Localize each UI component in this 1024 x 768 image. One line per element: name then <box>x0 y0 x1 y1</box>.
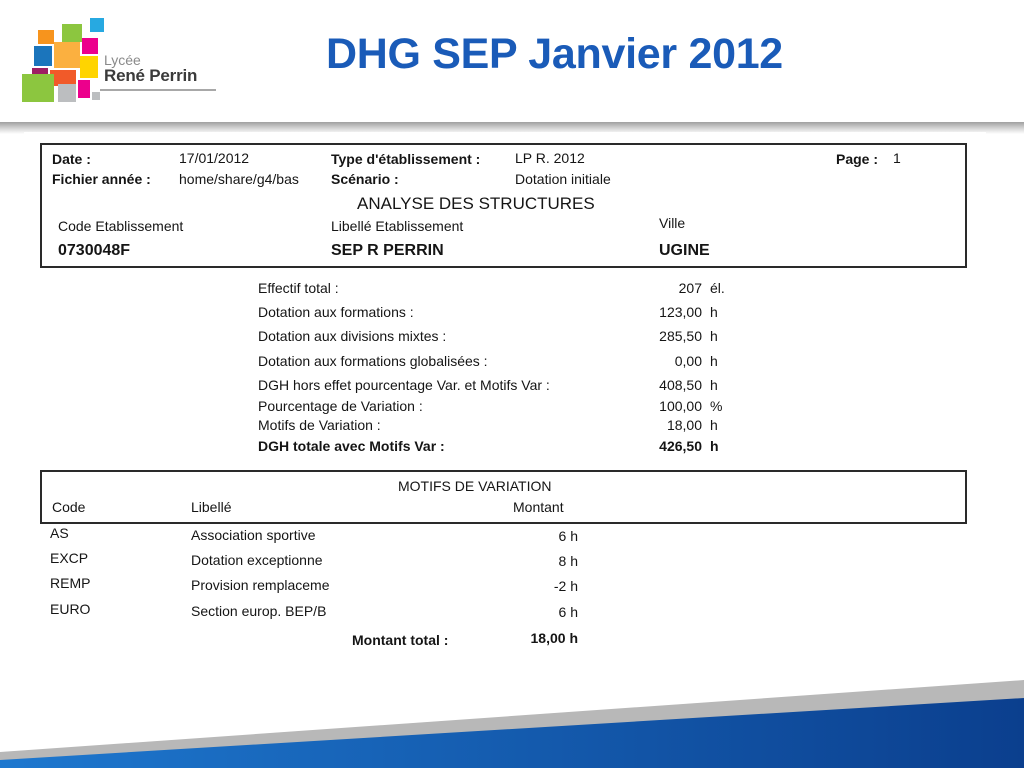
summary-unit-total: h <box>710 438 719 454</box>
summary-label-total: DGH totale avec Motifs Var : <box>258 438 445 454</box>
summary-unit: h <box>710 417 718 433</box>
summary-value: 123,00 <box>659 304 702 320</box>
ville-value: UGINE <box>659 242 710 259</box>
date-value: 17/01/2012 <box>179 150 250 166</box>
summary-value: 100,00 <box>659 398 702 414</box>
code-etablissement-value: 0730048F <box>58 242 131 259</box>
motif-code: EXCP <box>50 550 89 566</box>
logo-square <box>54 42 80 68</box>
motif-montant: 6 h <box>558 604 578 620</box>
scenario-label: Scénario : <box>331 171 399 187</box>
summary-label: Effectif total : <box>258 280 339 296</box>
date-label: Date : <box>52 151 91 167</box>
logo-square <box>38 30 54 44</box>
motif-libelle: Dotation exceptionne <box>191 552 323 568</box>
logo-square <box>80 56 98 78</box>
page-value: 1 <box>893 150 901 166</box>
page-label: Page : <box>836 151 879 167</box>
slide-title: DHG SEP Janvier 2012 <box>326 30 783 78</box>
summary-value: 408,50 <box>659 377 702 393</box>
analyse-title: ANALYSE DES STRUCTURES <box>357 194 595 213</box>
summary-label: Dotation aux formations : <box>258 304 414 320</box>
summary-unit: h <box>710 377 718 393</box>
summary-label: Motifs de Variation : <box>258 417 381 433</box>
type-value: LP R. 2012 <box>515 150 585 166</box>
motif-code: REMP <box>50 575 91 591</box>
logo-square <box>22 74 54 102</box>
summary-value: 207 <box>678 280 702 296</box>
logo-square <box>58 84 76 102</box>
report-document <box>24 132 986 672</box>
motif-montant: 8 h <box>558 553 578 569</box>
summary-value-total: 426,50 <box>659 438 702 454</box>
logo-square <box>90 18 104 32</box>
motifs-column-libelle: Libellé <box>191 499 232 515</box>
fichier-label: Fichier année : <box>52 171 151 187</box>
logo-square <box>92 92 100 100</box>
summary-unit: h <box>710 353 718 369</box>
summary-value: 18,00 <box>666 417 702 433</box>
logo-square <box>78 80 90 98</box>
summary-unit: % <box>710 398 723 414</box>
summary-unit: h <box>710 328 718 344</box>
logo-lycee-text: Lycée <box>104 52 141 68</box>
summary-value: 285,50 <box>659 328 702 344</box>
summary-value: 0,00 <box>674 353 702 369</box>
summary-label: Dotation aux divisions mixtes : <box>258 328 447 344</box>
fichier-value: home/share/g4/bas <box>179 171 299 187</box>
ville-label: Ville <box>659 215 686 231</box>
motif-code: AS <box>50 525 69 541</box>
logo-school-name: René Perrin <box>104 66 198 85</box>
motifs-title: MOTIFS DE VARIATION <box>398 478 552 494</box>
libelle-etablissement-label: Libellé Etablissement <box>331 218 464 234</box>
motif-montant: 6 h <box>558 528 578 544</box>
motif-code: EURO <box>50 601 91 617</box>
motif-libelle: Provision remplaceme <box>191 577 330 593</box>
motif-libelle: Association sportive <box>191 527 316 543</box>
bottom-decorative-band <box>0 678 1024 768</box>
scenario-value: Dotation initiale <box>515 171 611 187</box>
summary-label: DGH hors effet pourcentage Var. et Motifs Var : <box>258 377 550 393</box>
summary-unit: h <box>710 304 718 320</box>
logo-square <box>34 46 52 66</box>
logo-square <box>82 38 98 54</box>
summary-unit: él. <box>710 280 725 296</box>
libelle-etablissement-value: SEP R PERRIN <box>331 242 444 259</box>
montant-total-label: Montant total : <box>352 632 449 648</box>
montant-total-value: 18,00 h <box>530 630 578 646</box>
code-etablissement-label: Code Etablissement <box>58 218 184 234</box>
logo-underline <box>100 89 216 91</box>
motifs-column-montant: Montant <box>513 499 564 515</box>
band-blue <box>0 698 1024 768</box>
motifs-column-code: Code <box>52 499 86 515</box>
summary-label: Dotation aux formations globalisées : <box>258 353 488 369</box>
summary-label: Pourcentage de Variation : <box>258 398 423 414</box>
type-label: Type d'établissement : <box>331 151 481 167</box>
motif-libelle: Section europ. BEP/B <box>191 603 327 619</box>
logo-square <box>62 24 82 42</box>
motif-montant: -2 h <box>553 578 578 594</box>
